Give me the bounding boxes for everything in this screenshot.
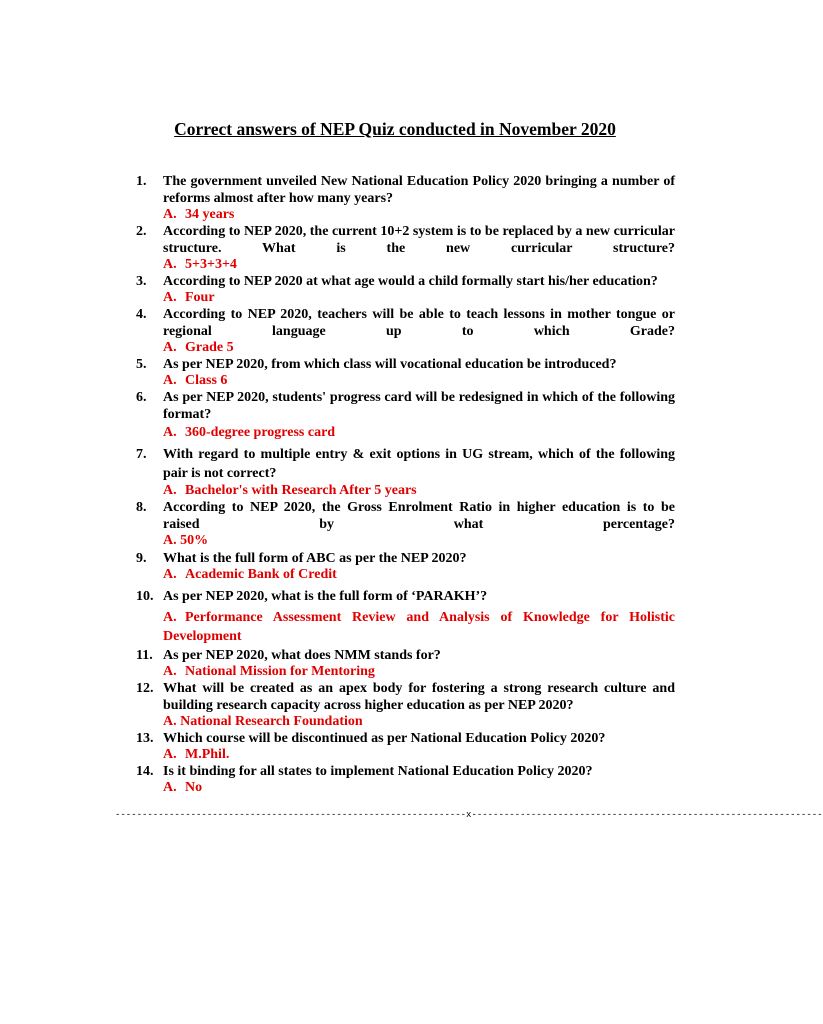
question-item-8 bbox=[0, 499, 768, 549]
question-text: As per NEP 2020, what does NMM stands for? bbox=[163, 648, 441, 663]
answer-letter: A. bbox=[163, 747, 177, 762]
answer-text: 50% bbox=[180, 533, 209, 548]
answer-letter: A. bbox=[163, 257, 177, 272]
answer bbox=[163, 207, 675, 223]
answer-text: National Mission for Mentoring bbox=[185, 664, 375, 679]
question-text: According to NEP 2020, teachers will be able to teach lessons in mother tongue or regional language up to which Grade? bbox=[163, 307, 675, 339]
answer bbox=[163, 747, 675, 763]
answer-letter: A. bbox=[163, 780, 177, 795]
question-item-11 bbox=[0, 647, 768, 680]
answer-text: Class 6 bbox=[185, 373, 228, 388]
answer-letter: A. bbox=[163, 714, 177, 729]
question-text: Which course will be discontinued as per National Education Policy 2020? bbox=[163, 731, 606, 746]
answer bbox=[163, 533, 675, 549]
answer-letter: A. bbox=[163, 207, 177, 222]
answer-text: National Research Foundation bbox=[180, 714, 363, 729]
answer-text: 34 years bbox=[185, 207, 235, 222]
question-number: 8. bbox=[136, 500, 147, 515]
question-number: 4. bbox=[136, 307, 147, 322]
question-text: With regard to multiple entry & exit options in UG stream, which of the following pair is not correct? bbox=[163, 447, 675, 481]
answer bbox=[163, 373, 675, 389]
question-number: 6. bbox=[136, 390, 147, 405]
end-divider: -----------------------------------------------------------------x----------------------------------------------------------------- bbox=[115, 810, 823, 820]
question-list bbox=[0, 173, 768, 796]
question-text: As per NEP 2020, from which class will vocational education be introduced? bbox=[163, 357, 617, 372]
answer bbox=[163, 608, 675, 646]
question-item-3 bbox=[0, 273, 768, 306]
answer bbox=[163, 483, 675, 499]
question-text: What is the full form of ABC as per the NEP 2020? bbox=[163, 551, 467, 566]
answer bbox=[163, 257, 675, 273]
question-item-12 bbox=[0, 680, 768, 730]
question-item-5 bbox=[0, 356, 768, 389]
question-text: The government unveiled New National Education Policy 2020 bringing a number of reforms almost after how many years? bbox=[163, 174, 675, 206]
question-text: Is it binding for all states to implement National Education Policy 2020? bbox=[163, 764, 593, 779]
question-number: 9. bbox=[136, 551, 147, 566]
answer bbox=[163, 425, 675, 441]
question-text: According to NEP 2020, the Gross Enrolment Ratio in higher education is to be raised by what percentage? bbox=[163, 500, 675, 532]
question-text: According to NEP 2020, the current 10+2 system is to be replaced by a new curricular structure. What is the new curricular structure? bbox=[163, 224, 675, 256]
question-text: As per NEP 2020, students' progress card will be redesigned in which of the following format? bbox=[163, 390, 675, 422]
answer-letter: A. bbox=[163, 533, 177, 548]
question-number: 14. bbox=[136, 764, 154, 779]
page-title: Correct answers of NEP Quiz conducted in November 2020 bbox=[174, 119, 616, 139]
answer-letter: A. bbox=[163, 373, 177, 388]
question-item-13 bbox=[0, 730, 768, 763]
answer bbox=[163, 567, 675, 583]
answer-letter: A. bbox=[163, 483, 177, 498]
answer bbox=[163, 340, 675, 356]
question-number: 5. bbox=[136, 357, 147, 372]
answer bbox=[163, 290, 675, 306]
answer-text: Four bbox=[185, 290, 215, 305]
question-item-1 bbox=[0, 173, 768, 223]
answer-letter: A. bbox=[163, 340, 177, 355]
answer-text: No bbox=[185, 780, 203, 795]
question-text: According to NEP 2020 at what age would a child formally start his/her education? bbox=[163, 274, 658, 289]
answer-text: Academic Bank of Credit bbox=[185, 567, 337, 582]
question-text: As per NEP 2020, what is the full form of ‘PARAKH’? bbox=[163, 589, 488, 604]
answer-letter: A. bbox=[163, 290, 177, 305]
answer-text: 360-degree progress card bbox=[185, 425, 336, 440]
question-item-4 bbox=[0, 306, 768, 356]
question-number: 2. bbox=[136, 224, 147, 239]
answer-letter: A. bbox=[163, 610, 177, 625]
question-number: 11. bbox=[136, 648, 153, 663]
question-number: 3. bbox=[136, 274, 147, 289]
answer bbox=[163, 664, 675, 680]
question-item-10 bbox=[0, 588, 768, 646]
answer bbox=[163, 780, 675, 796]
question-item-7 bbox=[0, 445, 768, 499]
question-number: 10. bbox=[136, 589, 154, 604]
answer-letter: A. bbox=[163, 664, 177, 679]
answer bbox=[163, 714, 675, 730]
question-item-9 bbox=[0, 550, 768, 583]
question-text: What will be created as an apex body for fostering a strong research culture and building research capacity across higher education as per NEP 2020? bbox=[163, 681, 675, 713]
question-item-14 bbox=[0, 763, 768, 796]
question-number: 13. bbox=[136, 731, 154, 746]
question-number: 12. bbox=[136, 681, 154, 696]
answer-text: Grade 5 bbox=[185, 340, 234, 355]
answer-text: M.Phil. bbox=[185, 747, 230, 762]
question-number: 1. bbox=[136, 174, 147, 189]
question-item-2 bbox=[0, 223, 768, 273]
answer-text: 5+3+3+4 bbox=[185, 257, 237, 272]
question-item-6 bbox=[0, 389, 768, 441]
answer-letter: A. bbox=[163, 425, 177, 440]
answer-text: Bachelor's with Research After 5 years bbox=[185, 483, 417, 498]
question-number: 7. bbox=[136, 447, 147, 462]
answer-text: Performance Assessment Review and Analysis of Knowledge for Holistic Development bbox=[163, 610, 675, 644]
answer-letter: A. bbox=[163, 567, 177, 582]
